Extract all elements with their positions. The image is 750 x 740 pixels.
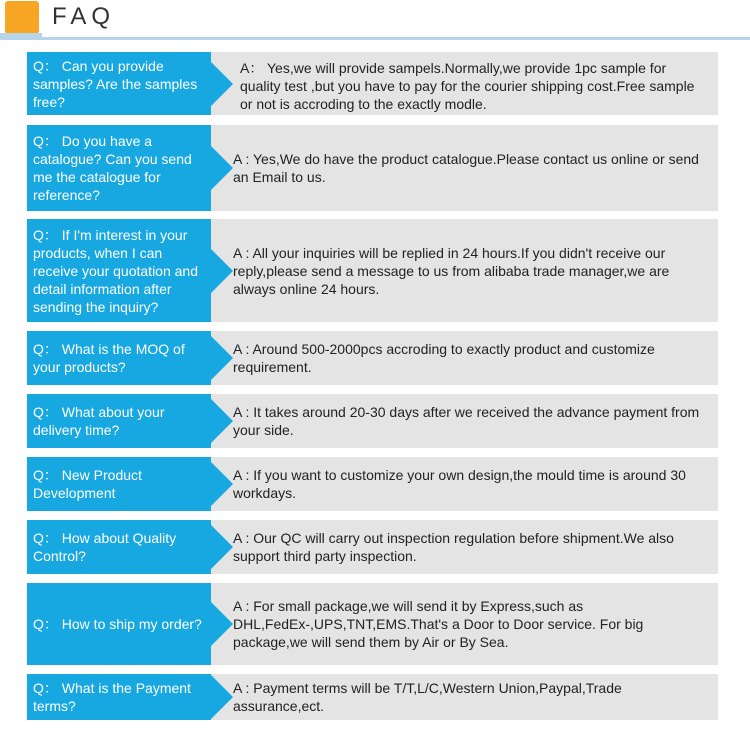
question-cell bbox=[27, 331, 211, 385]
question-text: Q： How to ship my order? bbox=[33, 616, 202, 632]
question-cell bbox=[27, 394, 211, 448]
question-arrow bbox=[211, 399, 233, 443]
question-text: Q： Do you have a catalogue? Can you send me the catalogue for reference? bbox=[33, 133, 192, 203]
question-cell bbox=[27, 583, 211, 665]
header-divider bbox=[0, 37, 750, 40]
question-arrow bbox=[211, 525, 233, 569]
answer-text: A : If you want to customize your own design,the mould time is around 30 workdays. bbox=[233, 467, 686, 501]
answer-text: A : Our QC will carry out inspection regulation before shipment.We also support third party inspection. bbox=[233, 530, 674, 564]
question-text: Q： What is the MOQ of your products? bbox=[33, 341, 185, 375]
answer-text: A : Yes,We do have the product catalogue.Please contact us online or send an Email to us. bbox=[233, 151, 699, 185]
question-text: Q： Can you provide samples? Are the samples free? bbox=[33, 57, 198, 110]
question-arrow bbox=[211, 462, 233, 506]
faq-item-new-product bbox=[27, 457, 718, 511]
question-cell bbox=[27, 457, 211, 511]
answer-cell bbox=[211, 394, 718, 448]
answer-cell bbox=[211, 457, 718, 511]
faq-item-shipping bbox=[27, 583, 718, 665]
question-cell bbox=[27, 520, 211, 574]
answer-text: A : It takes around 20-30 days after we received the advance payment from your side. bbox=[233, 404, 700, 438]
page-title: FAQ bbox=[52, 3, 116, 30]
faq-item-delivery bbox=[27, 394, 718, 448]
header-accent-square bbox=[5, 1, 39, 34]
answer-text: A : Around 500-2000pcs accroding to exactly product and customize requirement. bbox=[233, 341, 655, 375]
question-cell bbox=[27, 219, 211, 322]
answer-cell bbox=[211, 674, 718, 720]
question-text: Q： What is the Payment terms? bbox=[33, 680, 191, 714]
answer-cell bbox=[211, 219, 718, 322]
faq-item-moq bbox=[27, 331, 718, 385]
question-text: Q： If I'm interest in your products, when I can receive your quotation and detail information after sending the inquiry? bbox=[33, 226, 198, 315]
question-arrow bbox=[211, 62, 233, 106]
answer-cell bbox=[211, 520, 718, 574]
answer-cell bbox=[211, 331, 718, 385]
faq-item-samples bbox=[27, 52, 718, 115]
question-arrow bbox=[211, 602, 233, 646]
faq-item-quality bbox=[27, 520, 718, 574]
question-text: Q： How about Quality Control? bbox=[33, 530, 177, 564]
question-arrow bbox=[211, 336, 233, 380]
answer-text: A： Yes,we will provide sampels.Normally,we provide 1pc sample for quality test ,but you have to pay for the courier shipping cost.Free sample or not is accroding to the exactly modle. bbox=[240, 60, 695, 112]
answer-text: A : Payment terms will be T/T,L/C,Western Union,Paypal,Trade assurance,ect. bbox=[233, 680, 622, 714]
answer-cell bbox=[211, 125, 718, 211]
question-text: Q： What about your delivery time? bbox=[33, 404, 165, 438]
question-arrow bbox=[211, 249, 233, 293]
faq-header bbox=[0, 0, 750, 48]
answer-cell bbox=[211, 52, 718, 115]
question-cell bbox=[27, 52, 211, 115]
question-cell bbox=[27, 674, 211, 720]
question-cell bbox=[27, 125, 211, 211]
question-arrow bbox=[211, 675, 233, 719]
answer-text: A : For small package,we will send it by Express,such as DHL,FedEx-,UPS,TNT,EMS.That's a Door to Door service. For big package,we will send them by Air or By Sea. bbox=[233, 598, 644, 650]
faq-item-quotation bbox=[27, 219, 718, 322]
answer-text: A : All your inquiries will be replied in 24 hours.If you didn't receive our reply,please send a message to us from alibaba trade manager,we are always online 24 hours. bbox=[233, 244, 670, 297]
faq-item-catalogue bbox=[27, 125, 718, 211]
faq-item-payment bbox=[27, 674, 718, 720]
question-text: Q： New Product Development bbox=[33, 467, 142, 501]
question-arrow bbox=[211, 146, 233, 190]
answer-cell bbox=[211, 583, 718, 665]
